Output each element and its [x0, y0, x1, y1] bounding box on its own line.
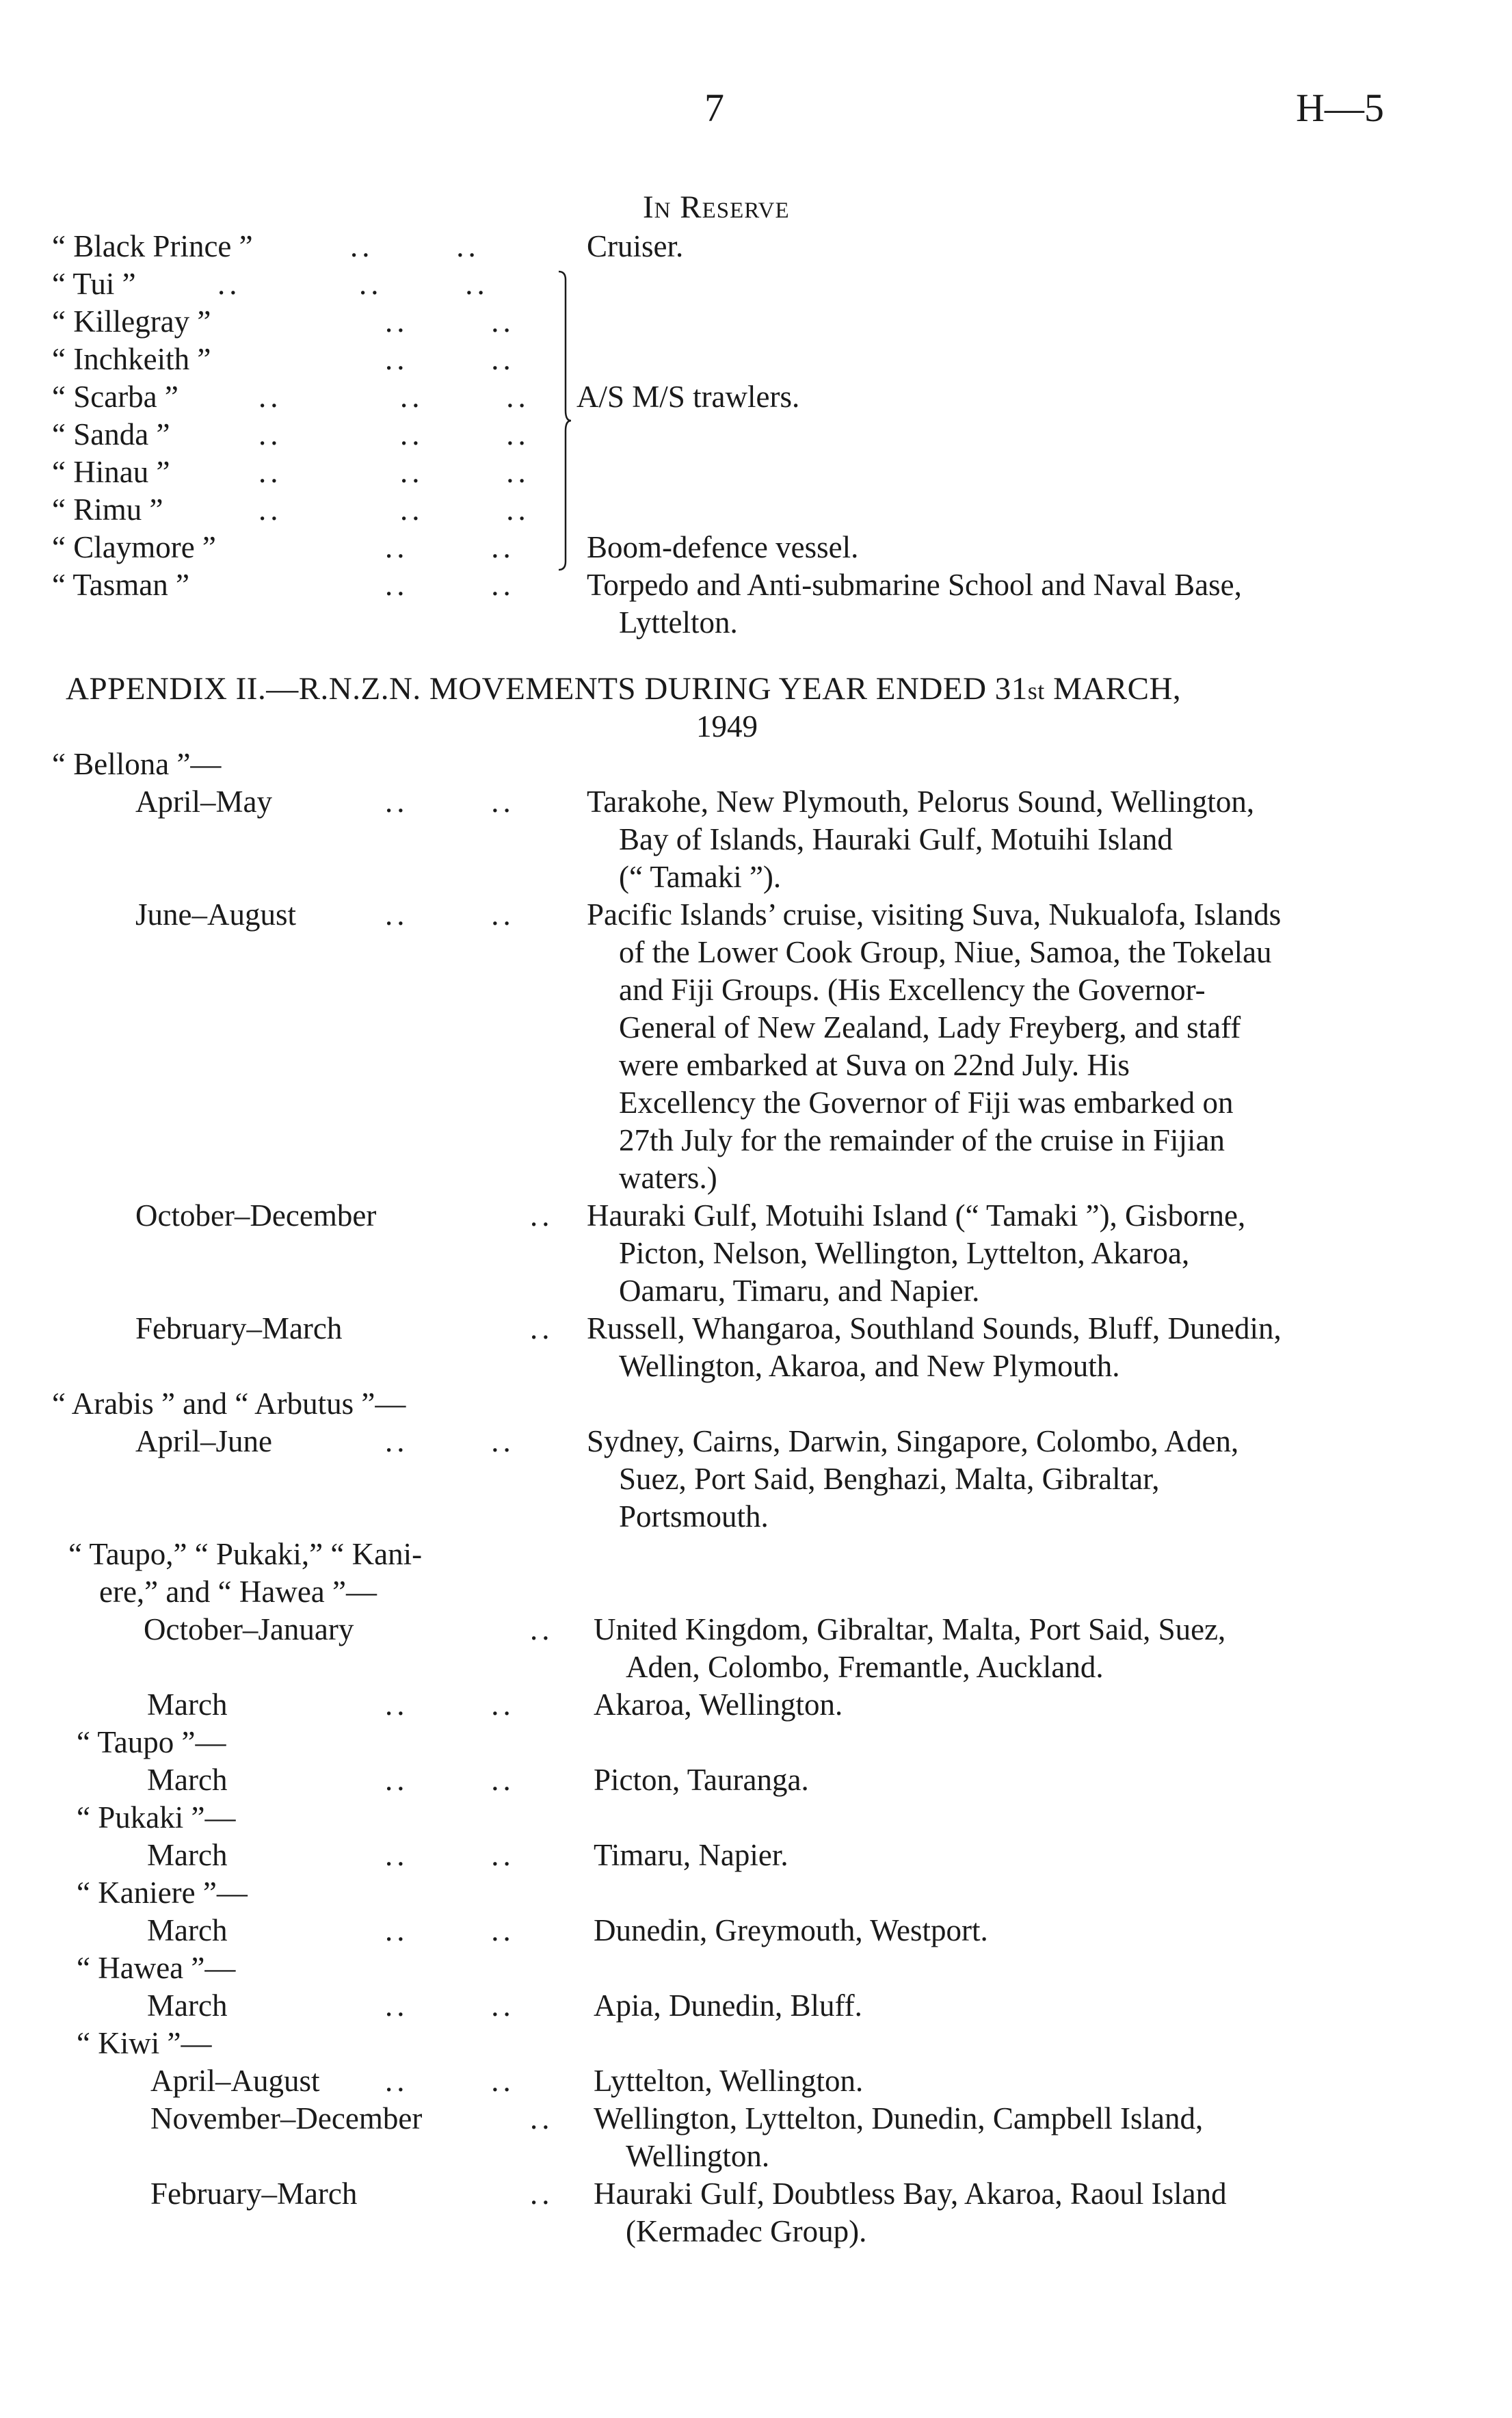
- movement-period: March: [147, 1763, 228, 1797]
- reserve-ship-name: “ Scarba ”: [52, 380, 178, 414]
- destination-line: 27th July for the remainder of the cruise in Fijian: [619, 1123, 1225, 1157]
- movement-period: April–May: [135, 785, 272, 819]
- destination-line: of the Lower Cook Group, Niue, Samoa, the Tokelau: [619, 935, 1272, 969]
- leader-dots: .. ..: [385, 304, 515, 339]
- reserve-ship-name: “ Tui ”: [52, 267, 136, 301]
- destination-line: Wellington.: [626, 2139, 770, 2173]
- leader-dots: .. .. ..: [258, 417, 530, 451]
- appendix-title-sup: st: [1027, 677, 1045, 705]
- destination-line: waters.): [619, 1161, 717, 1195]
- leader-dots: .. ..: [385, 1763, 515, 1797]
- destination-line: Suez, Port Said, Benghazi, Malta, Gibraltar,: [619, 1462, 1160, 1496]
- destination-line: Wellington, Akaroa, and New Plymouth.: [619, 1349, 1120, 1383]
- reserve-ship-name: “ Hinau ”: [52, 455, 170, 489]
- appendix-title-end: MARCH,: [1044, 671, 1182, 707]
- destination-line: Russell, Whangaroa, Southland Sounds, Bluff, Dunedin,: [587, 1311, 1282, 1345]
- ship-group-heading: “ Bellona ”—: [52, 747, 222, 781]
- ship-group-heading: “ Kiwi ”—: [77, 2026, 212, 2060]
- movement-destinations: Picton, Tauranga.: [594, 1763, 809, 1797]
- movement-period: November–December: [150, 2101, 423, 2136]
- reserve-ship-name: “ Inchkeith ”: [52, 342, 211, 376]
- ship-group-heading-cont: ere,” and “ Hawea ”—: [99, 1575, 377, 1609]
- movement-destinations: Lyttelton, Wellington.: [594, 2064, 864, 2098]
- leader-dots: .. ..: [385, 2064, 515, 2098]
- destination-line: and Fiji Groups. (His Excellency the Governor-: [619, 973, 1206, 1007]
- movement-destinations: [587, 1197, 1435, 1310]
- leader-dots: ..: [530, 2101, 554, 2136]
- movement-period: April–August: [150, 2064, 320, 2098]
- leader-dots: .. .. ..: [258, 380, 530, 414]
- destination-line: Hauraki Gulf, Doubtless Bay, Akaroa, Raoul Island: [594, 2177, 1227, 2211]
- leader-dots: .. ..: [350, 229, 480, 263]
- destination-line: Portsmouth.: [619, 1499, 769, 1534]
- destination-line: Wellington, Lyttelton, Dunedin, Campbell Island,: [594, 2101, 1204, 2136]
- movement-destinations: Dunedin, Greymouth, Westport.: [594, 1913, 988, 1947]
- ship-group-heading: “ Taupo ”—: [77, 1725, 226, 1759]
- movement-destinations: [594, 2100, 1435, 2175]
- reserve-ship-name: “ Sanda ”: [52, 417, 170, 451]
- movement-destinations: Akaroa, Wellington.: [594, 1687, 843, 1722]
- destination-line: (Kermadec Group).: [626, 2214, 867, 2248]
- leader-dots: .. ..: [385, 1687, 515, 1722]
- destination-line: Oamaru, Timaru, and Napier.: [619, 1274, 980, 1308]
- movement-period: June–August: [135, 897, 296, 932]
- leader-dots: ..: [530, 1198, 554, 1233]
- movement-destinations: [587, 1423, 1435, 1536]
- movement-period: April–June: [135, 1424, 272, 1458]
- destination-line: Pacific Islands’ cruise, visiting Suva, Nukualofa, Islands: [587, 897, 1282, 932]
- movement-period: March: [147, 1988, 228, 2023]
- reserve-ship-desc-cont: Lyttelton.: [619, 605, 738, 640]
- destination-line: Picton, Nelson, Wellington, Lyttelton, Akaroa,: [619, 1236, 1190, 1270]
- reserve-ship-name: “ Killegray ”: [52, 304, 211, 339]
- movement-destinations: Apia, Dunedin, Bluff.: [594, 1988, 862, 2023]
- appendix-title-main: APPENDIX II.—R.N.Z.N. MOVEMENTS DURING YEAR ENDED 31: [66, 671, 1028, 707]
- in-reserve-heading: In Reserve: [643, 189, 790, 225]
- destination-line: Excellency the Governor of Fiji was embarked on: [619, 1086, 1234, 1120]
- movement-destinations: [587, 783, 1435, 896]
- reserve-ship-desc: Torpedo and Anti-submarine School and Naval Base,: [587, 568, 1242, 602]
- leader-dots: .. .. ..: [258, 455, 530, 489]
- movement-destinations: [587, 896, 1435, 1197]
- movement-period: October–January: [144, 1612, 354, 1646]
- reserve-ship-name: “ Black Prince ”: [52, 229, 253, 263]
- ship-group-heading: “ Hawea ”—: [77, 1951, 236, 1985]
- ship-group-heading: “ Pukaki ”—: [77, 1800, 236, 1835]
- ship-group-heading: “ Kaniere ”—: [77, 1876, 248, 1910]
- leader-dots: .. ..: [385, 785, 515, 819]
- reserve-ship-name: “ Rimu ”: [52, 492, 163, 527]
- leader-dots: .. ..: [385, 1424, 515, 1458]
- leader-dots: .. ..: [385, 1838, 515, 1872]
- destination-line: Sydney, Cairns, Darwin, Singapore, Colombo, Aden,: [587, 1424, 1239, 1458]
- trawlers-group-label: A/S M/S trawlers.: [576, 380, 800, 414]
- destination-line: Aden, Colombo, Fremantle, Auckland.: [626, 1650, 1104, 1684]
- reserve-ship-desc: Cruiser.: [587, 229, 684, 263]
- destination-line: were embarked at Suva on 22nd July. His: [619, 1048, 1130, 1082]
- leader-dots: .. ..: [385, 530, 515, 564]
- document-reference: H—5: [1296, 86, 1384, 130]
- movement-destinations: [587, 1310, 1435, 1385]
- movement-period: February–March: [150, 2177, 358, 2211]
- movement-destinations: Timaru, Napier.: [594, 1838, 788, 1872]
- reserve-ship-name: “ Claymore ”: [52, 530, 216, 564]
- movement-period: February–March: [135, 1311, 343, 1345]
- ship-group-heading: “ Arabis ” and “ Arbutus ”—: [52, 1387, 406, 1421]
- ship-group-heading: “ Taupo,” “ Pukaki,” “ Kani-: [68, 1537, 423, 1571]
- leader-dots: .. ..: [385, 1988, 515, 2023]
- destination-line: Bay of Islands, Hauraki Gulf, Motuihi Island: [619, 822, 1173, 856]
- movement-period: March: [147, 1838, 228, 1872]
- destination-line: United Kingdom, Gibraltar, Malta, Port Said, Suez,: [594, 1612, 1226, 1646]
- leader-dots: .. ..: [385, 1913, 515, 1947]
- destination-line: Hauraki Gulf, Motuihi Island (“ Tamaki ”), Gisborne,: [587, 1198, 1246, 1233]
- movement-period: March: [147, 1687, 228, 1722]
- page-number: 7: [704, 86, 724, 130]
- destination-line: General of New Zealand, Lady Freyberg, and staff: [619, 1010, 1241, 1044]
- appendix-year: 1949: [696, 709, 758, 744]
- leader-dots: ..: [530, 1612, 554, 1646]
- movement-destinations: [594, 2175, 1435, 2250]
- leader-dots: .. ..: [385, 342, 515, 376]
- movement-period: October–December: [135, 1198, 377, 1233]
- leader-dots: .. .. ..: [258, 492, 530, 527]
- destination-line: Tarakohe, New Plymouth, Pelorus Sound, Wellington,: [587, 785, 1255, 819]
- leader-dots: .. .. ..: [217, 267, 489, 301]
- leader-dots: .. ..: [385, 897, 515, 932]
- movement-period: March: [147, 1913, 228, 1947]
- appendix-title: [66, 670, 1427, 710]
- movement-destinations: [594, 1611, 1435, 1686]
- reserve-ship-name: “ Tasman ”: [52, 568, 189, 602]
- destination-line: (“ Tamaki ”).: [619, 860, 782, 894]
- reserve-ship-desc: Boom-defence vessel.: [587, 530, 859, 564]
- brace-bracket: [557, 270, 572, 571]
- leader-dots: ..: [530, 1311, 554, 1345]
- leader-dots: ..: [530, 2177, 554, 2211]
- leader-dots: .. ..: [385, 568, 515, 602]
